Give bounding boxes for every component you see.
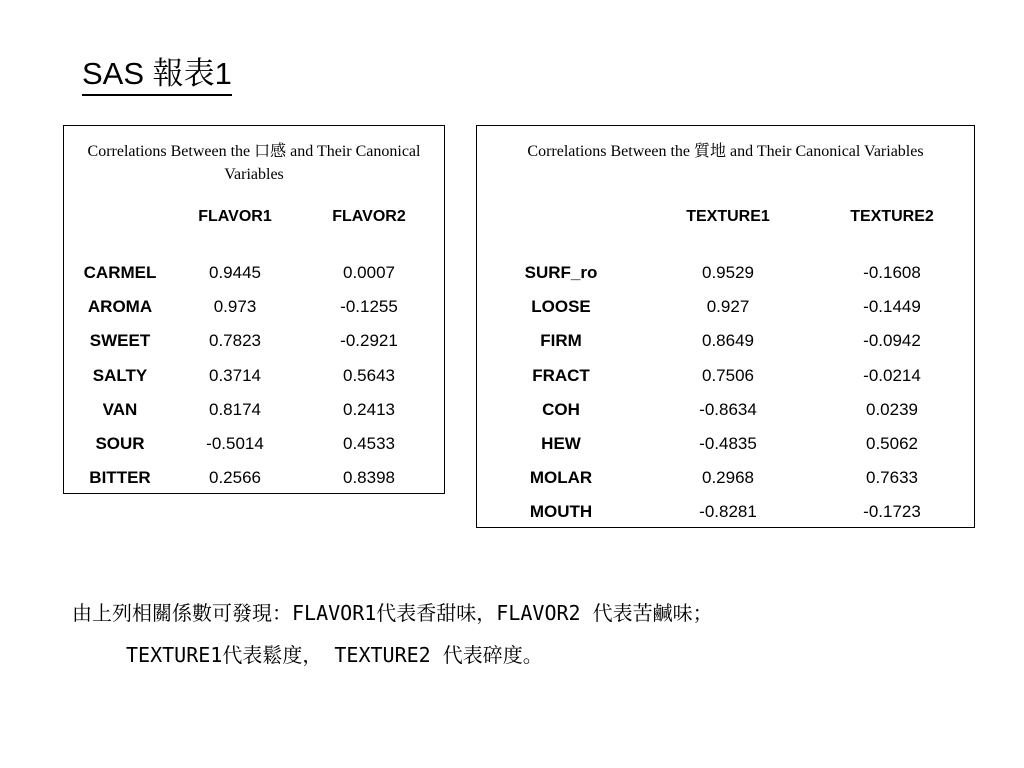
row-label: SWEET — [89, 331, 151, 351]
row-label: VAN — [102, 399, 138, 419]
table-cell: 0.5062 — [866, 434, 918, 453]
row-label: SOUR — [95, 434, 145, 453]
row-label: LOOSE — [531, 297, 591, 317]
table-cell: 0.9529 — [702, 263, 754, 282]
slide-title: SAS 報表1 — [82, 56, 232, 96]
row-label: SURF_ro — [524, 263, 598, 282]
texture-table-caption: Correlations Between the 質地 and Their Canonical Variables — [527, 143, 924, 160]
row-label: HEW — [541, 434, 581, 453]
flavor-correlation-table — [63, 125, 445, 494]
table-cell: 0.8649 — [702, 331, 754, 351]
column-header: FLAVOR2 — [332, 208, 406, 225]
row-label: CARMEL — [83, 263, 157, 282]
column-header: FLAVOR1 — [198, 208, 272, 225]
table-cell: 0.7633 — [866, 468, 918, 488]
table-cell: -0.2921 — [340, 331, 398, 351]
description-line-1: 由上列相關係數可發現：FLAVOR1代表香甜味，FLAVOR2 代表苦鹹味； — [72, 601, 713, 625]
table-cell: 0.973 — [213, 297, 257, 317]
row-label: SALTY — [92, 365, 148, 385]
column-header: TEXTURE2 — [850, 208, 934, 225]
description-line-2: TEXTURE1代表鬆度， TEXTURE2 代表碎度。 — [126, 643, 543, 667]
row-label: COH — [542, 399, 580, 419]
table-cell: -0.1255 — [340, 297, 398, 317]
table-cell: 0.2413 — [343, 399, 395, 419]
table-cell: -0.4835 — [699, 434, 757, 453]
table-cell: 0.2968 — [702, 468, 754, 488]
table-cell: -0.5014 — [206, 434, 264, 453]
texture-correlation-table — [476, 125, 975, 528]
table-cell: -0.0942 — [863, 331, 921, 351]
row-label: MOLAR — [529, 468, 593, 488]
row-label: AROMA — [87, 297, 153, 317]
row-label: BITTER — [89, 468, 151, 488]
table-cell: 0.9445 — [209, 263, 261, 282]
table-cell: 0.2566 — [209, 468, 261, 488]
table-cell: -0.1449 — [863, 297, 921, 317]
table-cell: -0.1723 — [863, 502, 921, 522]
table-cell: 0.0239 — [866, 399, 918, 419]
table-cell: -0.8634 — [699, 399, 757, 419]
description-text — [72, 592, 972, 676]
table-cell: 0.5643 — [343, 365, 395, 385]
row-label: MOUTH — [529, 502, 593, 522]
table-cell: 0.4533 — [343, 434, 395, 453]
table-cell: 0.3714 — [209, 365, 261, 385]
column-header: TEXTURE1 — [686, 208, 770, 225]
row-label: FIRM — [540, 331, 582, 351]
row-label: FRACT — [532, 365, 590, 385]
table-cell: -0.1608 — [863, 263, 921, 282]
flavor-table-caption: Correlations Between the 口感 and Their Canonical Variables — [87, 143, 421, 183]
table-cell: 0.8174 — [209, 399, 261, 419]
table-cell: 0.927 — [706, 297, 750, 317]
table-cell: 0.8398 — [343, 468, 395, 488]
table-cell: 0.0007 — [343, 263, 395, 282]
table-cell: -0.8281 — [699, 502, 757, 522]
table-cell: 0.7823 — [209, 331, 261, 351]
table-cell: 0.7506 — [702, 365, 754, 385]
table-cell: -0.0214 — [863, 365, 921, 385]
